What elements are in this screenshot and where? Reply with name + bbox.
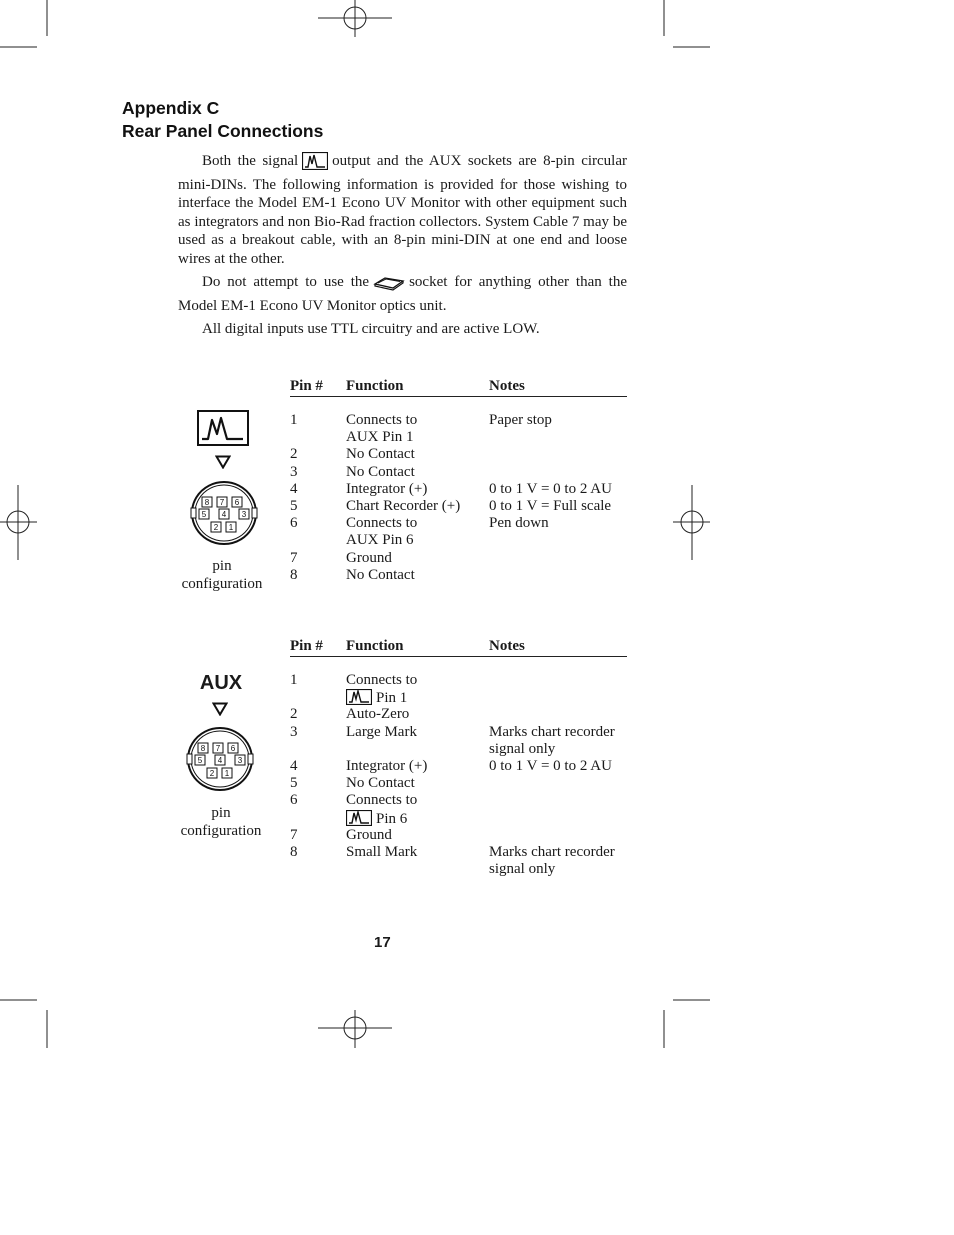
intro-paragraph — [178, 152, 627, 269]
table1-cell-function: No Contact — [346, 463, 415, 480]
pin-label: 3 — [241, 510, 247, 519]
table2-header — [290, 638, 627, 657]
caption-line1: pin — [212, 558, 232, 574]
pin-label: 7 — [215, 744, 221, 753]
table2-cell-pin: 8 — [290, 844, 298, 860]
table1-cell-function: Integrator (+) — [346, 480, 428, 497]
pin-label: 6 — [230, 744, 236, 753]
table1-header-function: Function — [346, 378, 404, 394]
ttl-text: All digital inputs use TTL circuitry and are active LOW. — [202, 321, 540, 337]
table2-cell-pin: 1 — [290, 672, 298, 688]
table1-header-notes: Notes — [489, 378, 525, 394]
table1-cell-function: No Contact — [346, 446, 415, 463]
table1-header-pin: Pin # — [290, 378, 323, 394]
table1-cell-notes: 0 to 1 V = Full scale — [489, 498, 612, 514]
down-arrow-icon — [215, 455, 231, 474]
table2-cell-function: Auto-Zero — [346, 706, 410, 723]
table2-cell-function: Small Mark — [346, 844, 418, 860]
section-title: Rear Panel Connections — [122, 121, 324, 141]
table1-cell-notes: Paper stop — [489, 412, 552, 428]
table2-cell-pin: 6 — [290, 792, 298, 809]
table1-cell-function: AUX Pin 1 — [346, 429, 414, 446]
pin-configuration-caption — [162, 557, 282, 593]
warning-text-rest: socket for anything other than the Model EM-1 Econo UV Monitor optics unit. — [178, 274, 627, 314]
table1-header — [290, 378, 627, 397]
down-arrow-icon — [212, 702, 228, 721]
table1-cell-pin: 2 — [290, 446, 298, 463]
ttl-paragraph — [178, 320, 627, 339]
table1-cell-function: AUX Pin 6 — [346, 532, 414, 549]
caption-line1: pin — [211, 805, 231, 821]
warning-paragraph — [178, 273, 627, 315]
table2-cell-notes: 0 to 1 V = 0 to 2 AU — [489, 758, 612, 774]
table2-header-function: Function — [346, 638, 404, 654]
table2-cell-notes: signal only — [489, 740, 556, 757]
table1-cell-pin: 6 — [290, 515, 298, 532]
table1-cell-pin: 3 — [290, 463, 298, 480]
pin-label: 6 — [234, 498, 240, 507]
table1-cell-notes: Pen down — [489, 515, 549, 532]
table2-cell-pin: 3 — [290, 723, 298, 740]
table2-cell-pin: 7 — [290, 826, 298, 843]
mini-din-connector-icon — [184, 726, 256, 799]
table2-cell-function: Connects to — [346, 792, 418, 809]
pin-label: 2 — [213, 523, 219, 532]
table1-cell-function: Connects to — [346, 515, 418, 532]
intro-text-rest: output and the AUX sockets are 8-pin circular mini-DINs. The following information is provided for those wishing to interface the Model EM-1 Econo UV Monitor with other equipment such as integrators and non Bio-Rad fraction collectors. System Cable 7 may be used as a breakout cable, with an 8-pin mini-DIN at one end and loose wires at the other. — [178, 153, 628, 267]
table2-cell-function: Large Mark — [346, 723, 417, 740]
pin-label: 8 — [204, 498, 210, 507]
table1-cell-function: Ground — [346, 549, 392, 566]
table1-cell-pin: 5 — [290, 498, 298, 514]
table1-cell-function: No Contact — [346, 566, 415, 583]
appendix-title: Appendix C — [122, 98, 220, 118]
table2-cell-text: Pin 1 — [376, 690, 408, 707]
aux-socket-label: AUX — [199, 672, 243, 694]
table2-cell-notes: Marks chart recorder — [489, 844, 615, 860]
pin-label: 7 — [219, 498, 225, 507]
table2-cell-function: Connects to — [346, 672, 418, 688]
pin-configuration-caption — [161, 804, 281, 840]
signal-output-icon — [197, 410, 249, 451]
table1-cell-notes: 0 to 1 V = 0 to 2 AU — [489, 480, 612, 497]
table1-cell-pin: 1 — [290, 412, 298, 428]
table2-cell-pin: 5 — [290, 775, 298, 792]
caption-line2: configuration — [180, 823, 262, 839]
table1-cell-function: Connects to — [346, 412, 418, 428]
table2-cell-notes: signal only — [489, 861, 556, 878]
table1-cell-pin: 4 — [290, 480, 298, 497]
table2-cell-notes: Marks chart recorder — [489, 723, 615, 740]
pin-label: 3 — [237, 756, 243, 765]
warning-text-start: Do not attempt to use the — [202, 274, 370, 290]
table2-cell-pin: 2 — [290, 706, 298, 723]
intro-text-start: Both the signal — [202, 153, 299, 169]
pin-label: 5 — [197, 756, 203, 765]
table1-cell-pin: 7 — [290, 549, 298, 566]
pin-label: 1 — [228, 523, 234, 532]
table2-cell-pin: 4 — [290, 758, 298, 774]
table2-cell-text: Pin 6 — [376, 810, 408, 827]
pin-label: 1 — [224, 769, 230, 778]
table2-cell-function: Ground — [346, 826, 392, 843]
table2-header-notes: Notes — [489, 638, 525, 654]
pin-label: 5 — [201, 510, 207, 519]
table2-cell-function: No Contact — [346, 775, 415, 792]
optics-socket-icon — [373, 275, 405, 297]
mini-din-connector-icon — [188, 480, 260, 553]
pin-label: 4 — [217, 756, 223, 765]
table1-cell-function: Chart Recorder (+) — [346, 498, 461, 514]
pin-label: 4 — [221, 510, 227, 519]
signal-output-icon — [302, 152, 328, 176]
table1-cell-pin: 8 — [290, 566, 298, 583]
table2-cell-function: Integrator (+) — [346, 758, 428, 774]
pin-label: 8 — [200, 744, 206, 753]
pin-label: 2 — [209, 769, 215, 778]
table2-header-pin: Pin # — [290, 638, 323, 654]
caption-line2: configuration — [181, 576, 263, 592]
